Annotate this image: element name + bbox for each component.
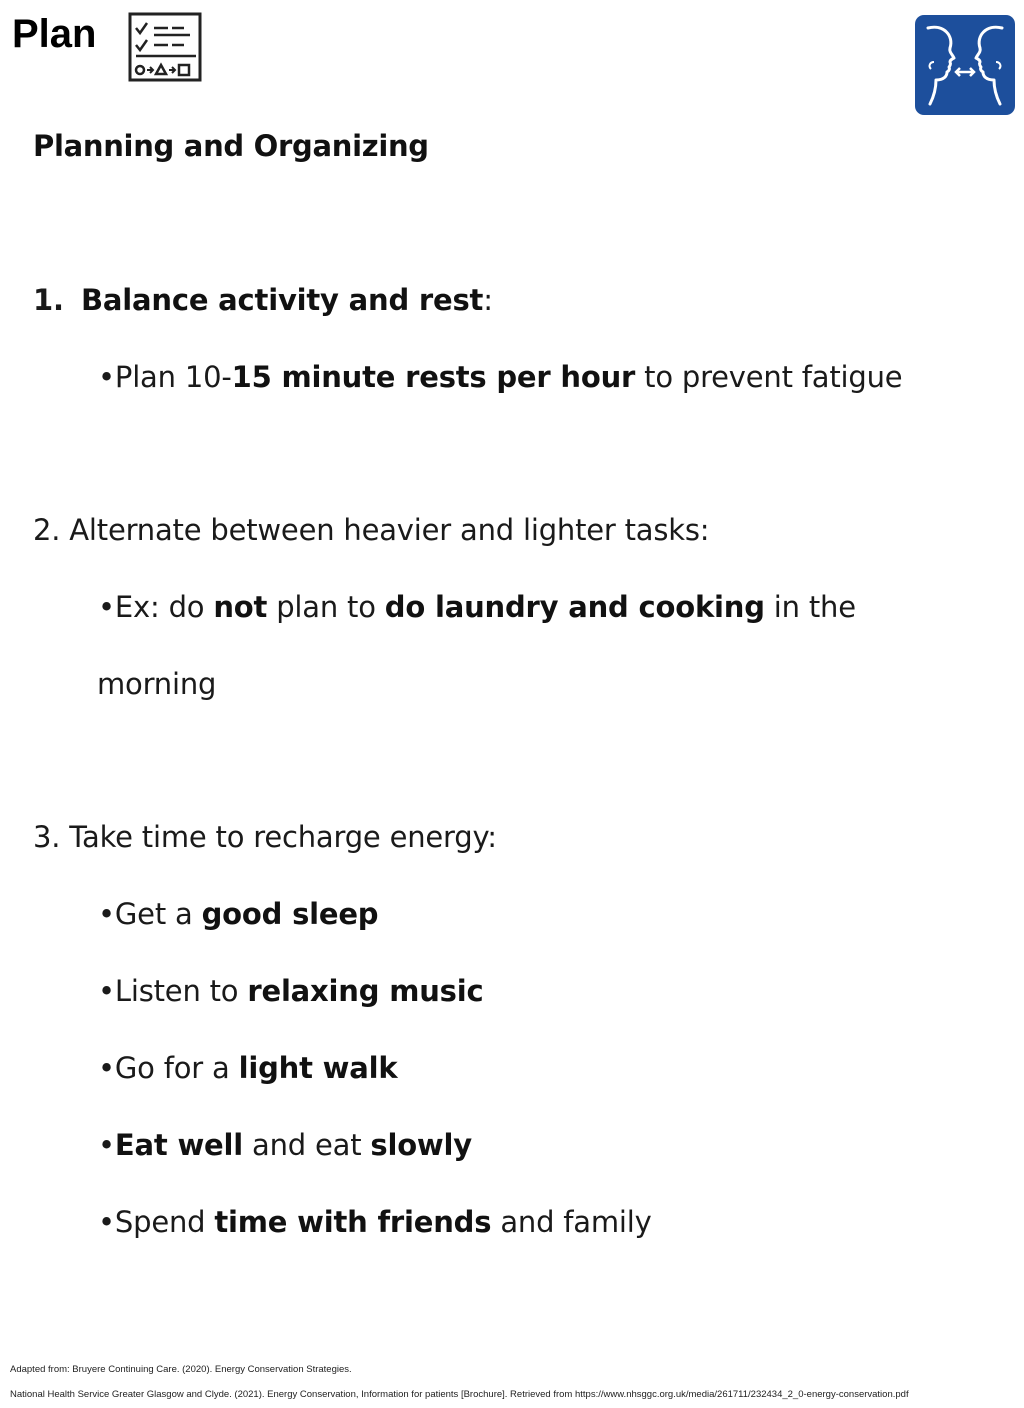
list-item: •Get a good sleep <box>98 897 379 931</box>
section-1-heading: 1. Balance activity and rest: <box>33 283 493 317</box>
footer-citation-2: National Health Service Greater Glasgow and Clyde. (2021). Energy Conservation, Information for patients [Brochure]. Retrieved from https://www.nhsggc.org.uk/media/261711/232434_2_0-energy-conservation.pdf <box>10 1389 909 1400</box>
bullet-icon: • <box>98 1205 115 1239</box>
section-1-heading-bold: Balance activity and rest <box>81 283 484 317</box>
bullet-icon: • <box>98 897 115 931</box>
footer-citation-1: Adapted from: Bruyere Continuing Care. (2020). Energy Conservation Strategies. <box>10 1364 352 1375</box>
bullet-icon: • <box>98 1128 115 1162</box>
list-item: •Ex: do not plan to do laundry and cooking in the <box>98 590 856 624</box>
list-item: •Spend time with friends and family <box>98 1205 652 1239</box>
list-item: •Go for a light walk <box>98 1051 398 1085</box>
list-item: •Plan 10-15 minute rests per hour to prevent fatigue <box>98 360 903 394</box>
bullet-icon: • <box>98 590 115 624</box>
page-title: Plan <box>12 12 97 56</box>
checklist-flowchart-icon <box>128 12 202 82</box>
bullet-icon: • <box>98 974 115 1008</box>
section-2-heading: 2. Alternate between heavier and lighter tasks: <box>33 513 710 547</box>
list-item: •Eat well and eat slowly <box>98 1128 472 1162</box>
list-item: •Listen to relaxing music <box>98 974 484 1008</box>
section-1-number: 1. <box>33 283 64 317</box>
two-faces-communication-icon <box>914 14 1016 116</box>
section-3-heading: 3. Take time to recharge energy: <box>33 820 497 854</box>
list-item-continuation: morning <box>97 667 217 701</box>
section-subtitle: Planning and Organizing <box>33 129 429 163</box>
bullet-icon: • <box>98 1051 115 1085</box>
bullet-icon: • <box>98 360 115 394</box>
